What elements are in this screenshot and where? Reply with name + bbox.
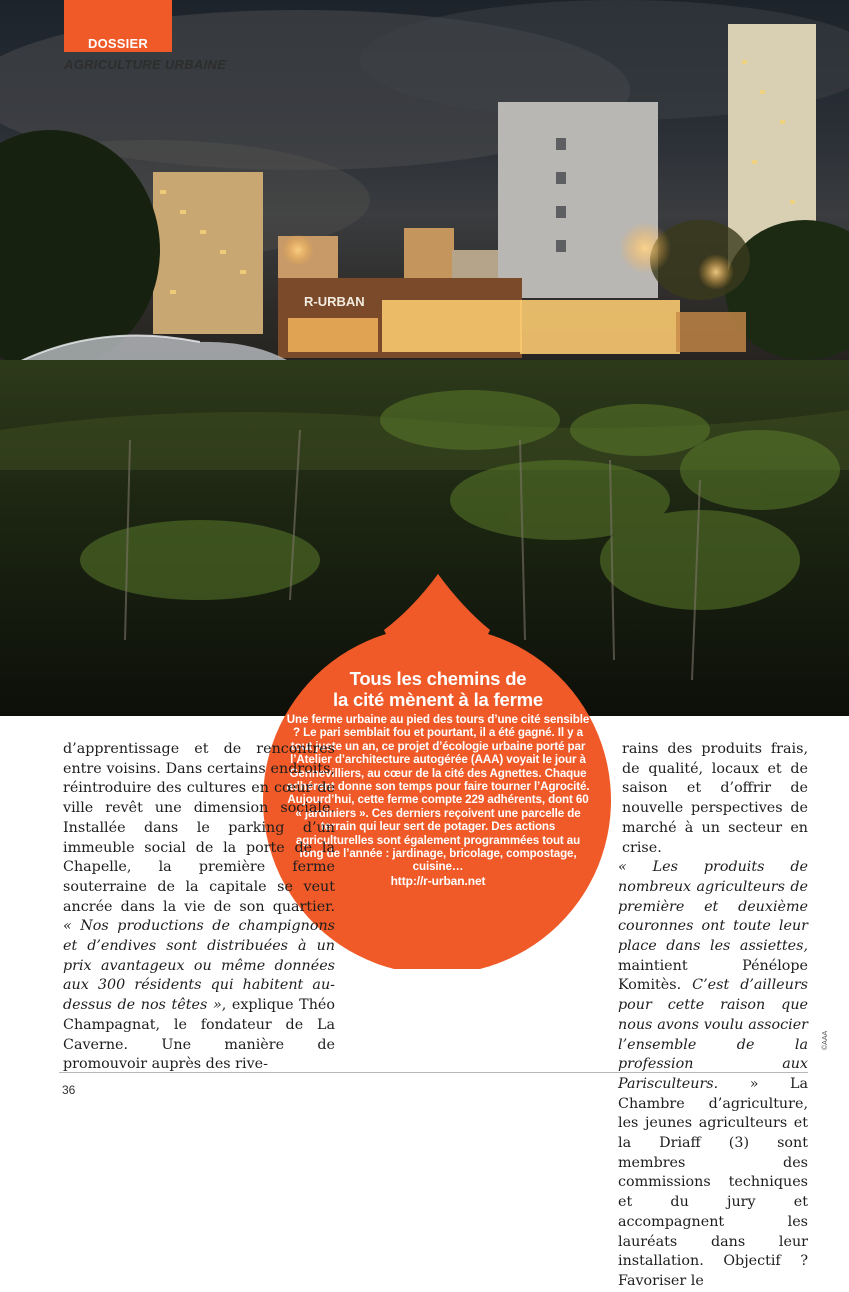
page-number: 36 [62, 1083, 76, 1097]
right-paragraph-1: rains des produits frais, de qualité, locaux et de saison et d’offrir de nouvelle perspectives de marché à un secteur en crise. [622, 741, 808, 856]
section-tab [64, 0, 172, 52]
right-quote-1: « Les produits de nombreux agriculteurs de première et deuxième couronnes ont toute leur place dans les assiettes, [618, 859, 808, 955]
right-paragraph-2-rest: » La Chambre d’agriculture, les jeunes agriculteurs et la Driaff (3) sont membres des commissions techniques et du jury et accompagnent les lauréats dans leur installation. Objectif ? Favoriser le [618, 1075, 808, 1289]
right-quote-2: C’est d’ailleurs pour cette raison que nous avons voulu associer l’ensemble de la profession aux Parisculteurs. [618, 977, 808, 1092]
section-label: DOSSIER [88, 36, 148, 51]
footer-divider [59, 1072, 808, 1073]
callout-title-line2: la cité mènent à la ferme [333, 689, 543, 710]
callout-body-text: Une ferme urbaine au pied des tours d’une cité sensible ? Le pari semblait fou et pourtant, il a été gagné. Il y a tout juste un an, ce projet d’écologie urbaine porté par l’Atelier d’architecture autogérée (AAA) voyait le jour à Gennevilliers, au cœur de la cité des Agnettes. Chaque adhérent donne son temps pour faire tourner l’Agrocité. Aujourd’hui, cette ferme compte 229 adhérents, dont 60 « jardiniers ». Ces derniers reçoivent une parcelle de terrain qui leur sert de potager. Des actions agriculturelles sont également programmées tout au long de l’année : jardinage, bricolage, compostage, cuisine… [286, 713, 590, 874]
left-column [63, 740, 335, 1075]
callout-title-line1: Tous les chemins de [349, 668, 527, 689]
left-paragraph-2-rest: , explique Théo Champagnat, le fondateur de La Caverne. Une manière de promouvoir auprès des rive- [63, 997, 335, 1073]
callout-url[interactable]: http://r-urban.net [390, 873, 486, 888]
callout-title [286, 668, 590, 710]
right-paragraph-2 [518, 858, 808, 1291]
right-attribution: maintient Pénélope Komitès. [618, 957, 808, 994]
photo-credit: ©AAA [822, 1030, 829, 1050]
left-quote: « Nos productions de champignons et d’endives sont distribuées à un prix avantageux ou même données aux 300 résidents qui habitent au-dessus de nos têtes » [63, 918, 335, 1014]
left-paragraph-2 [63, 917, 335, 1075]
left-paragraph-1: d’apprentissage et de rencontres entre voisins. Dans certains endroits, réintroduire des cultures en cœur de ville revêt une dimension sociale. Installée dans le parking d’un immeuble social de la porte de la Chapelle, la première ferme souterraine de la capitale se veut ancrée dans la vie de son quartier. [63, 741, 335, 915]
right-column [518, 740, 808, 1292]
rubric-label: AGRICULTURE URBAINE [64, 57, 227, 72]
pavilion-sign: R-URBAN [304, 294, 365, 309]
